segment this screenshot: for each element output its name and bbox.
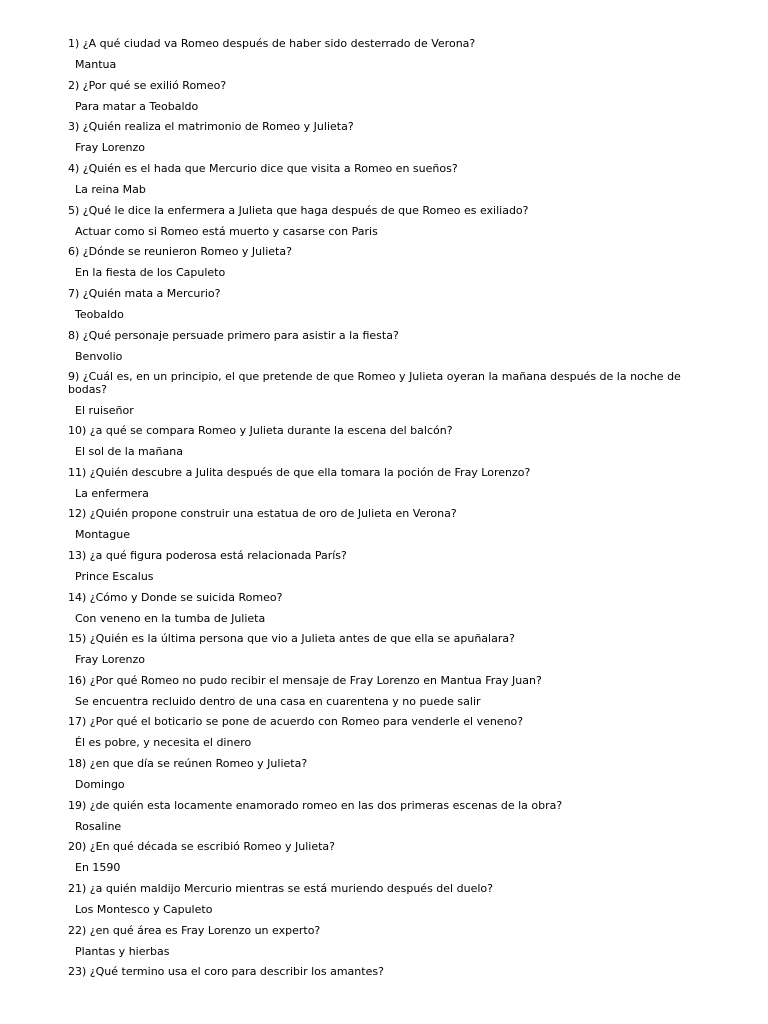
answer-19: Rosaline xyxy=(75,820,122,833)
qa-item-12 xyxy=(68,507,708,541)
question-14: 14) ¿Cómo y Donde se suicida Romeo? xyxy=(68,591,283,604)
question-17: 17) ¿Por qué el boticario se pone de acuerdo con Romeo para venderle el veneno? xyxy=(68,715,524,728)
qa-item-18 xyxy=(68,757,708,791)
question-7: 7) ¿Quién mata a Mercurio? xyxy=(68,287,221,300)
answer-16: Se encuentra recluido dentro de una casa en cuarentena y no puede salir xyxy=(75,695,481,708)
qa-item-15 xyxy=(68,632,708,666)
qa-item-23 xyxy=(68,965,708,978)
qa-item-4 xyxy=(68,162,708,196)
answer-17: Él es pobre, y necesita el dinero xyxy=(75,736,252,749)
answer-4: La reina Mab xyxy=(75,183,146,196)
question-1: 1) ¿A qué ciudad va Romeo después de haber sido desterrado de Verona? xyxy=(68,37,476,50)
answer-12: Montague xyxy=(75,528,130,541)
qa-item-6 xyxy=(68,245,708,279)
question-8: 8) ¿Qué personaje persuade primero para asistir a la fiesta? xyxy=(68,329,399,342)
question-20: 20) ¿En qué década se escribió Romeo y Julieta? xyxy=(68,840,335,853)
qa-item-19 xyxy=(68,799,708,833)
answer-6: En la fiesta de los Capuleto xyxy=(75,266,226,279)
question-3: 3) ¿Quién realiza el matrimonio de Romeo y Julieta? xyxy=(68,120,354,133)
question-15: 15) ¿Quién es la última persona que vio a Julieta antes de que ella se apuñalara? xyxy=(68,632,515,645)
answer-8: Benvolio xyxy=(75,350,123,363)
qa-item-21 xyxy=(68,882,708,916)
question-12: 12) ¿Quién propone construir una estatua de oro de Julieta en Verona? xyxy=(68,507,457,520)
qa-item-16 xyxy=(68,674,708,708)
answer-7: Teobaldo xyxy=(75,308,124,321)
question-21: 21) ¿a quién maldijo Mercurio mientras se está muriendo después del duelo? xyxy=(68,882,493,895)
qa-item-17 xyxy=(68,715,708,749)
question-11: 11) ¿Quién descubre a Julita después de que ella tomara la poción de Fray Lorenzo? xyxy=(68,466,531,479)
qa-item-9 xyxy=(68,370,708,417)
qa-item-22 xyxy=(68,924,708,958)
answer-21: Los Montesco y Capuleto xyxy=(75,903,213,916)
answer-2: Para matar a Teobaldo xyxy=(75,100,199,113)
qa-item-5 xyxy=(68,204,708,238)
answer-3: Fray Lorenzo xyxy=(75,141,145,154)
question-10: 10) ¿a qué se compara Romeo y Julieta durante la escena del balcón? xyxy=(68,424,453,437)
answer-18: Domingo xyxy=(75,778,125,791)
qa-item-3 xyxy=(68,120,708,154)
question-6: 6) ¿Dónde se reunieron Romeo y Julieta? xyxy=(68,245,292,258)
answer-5: Actuar como si Romeo está muerto y casarse con Paris xyxy=(75,225,378,238)
question-23: 23) ¿Qué termino usa el coro para describir los amantes? xyxy=(68,965,384,978)
question-13: 13) ¿a qué figura poderosa está relacionada París? xyxy=(68,549,347,562)
answer-15: Fray Lorenzo xyxy=(75,653,145,666)
qa-item-1 xyxy=(68,37,708,71)
question-16: 16) ¿Por qué Romeo no pudo recibir el mensaje de Fray Lorenzo en Mantua Fray Juan? xyxy=(68,674,542,687)
question-4: 4) ¿Quién es el hada que Mercurio dice que visita a Romeo en sueños? xyxy=(68,162,458,175)
answer-13: Prince Escalus xyxy=(75,570,154,583)
qa-item-13 xyxy=(68,549,708,583)
qa-item-20 xyxy=(68,840,708,874)
question-9: 9) ¿Cuál es, en un principio, el que pretende de que Romeo y Julieta oyeran la mañana después de la noche de bodas? xyxy=(68,370,681,396)
answer-20: En 1590 xyxy=(75,861,121,874)
qa-item-11 xyxy=(68,466,708,500)
question-22: 22) ¿en qué área es Fray Lorenzo un experto? xyxy=(68,924,321,937)
qa-item-8 xyxy=(68,329,708,363)
answer-1: Mantua xyxy=(75,58,117,71)
answer-9: El ruiseñor xyxy=(75,404,134,417)
answer-22: Plantas y hierbas xyxy=(75,945,170,958)
question-19: 19) ¿de quién esta locamente enamorado romeo en las dos primeras escenas de la obra? xyxy=(68,799,563,812)
qa-item-14 xyxy=(68,591,708,625)
qa-item-2 xyxy=(68,79,708,113)
question-18: 18) ¿en que día se reúnen Romeo y Julieta? xyxy=(68,757,308,770)
answer-10: El sol de la mañana xyxy=(75,445,183,458)
qa-item-7 xyxy=(68,287,708,321)
answer-14: Con veneno en la tumba de Julieta xyxy=(75,612,266,625)
qa-item-10 xyxy=(68,424,708,458)
question-2: 2) ¿Por qué se exilió Romeo? xyxy=(68,79,227,92)
answer-11: La enfermera xyxy=(75,487,149,500)
question-5: 5) ¿Qué le dice la enfermera a Julieta que haga después de que Romeo es exiliado? xyxy=(68,204,529,217)
